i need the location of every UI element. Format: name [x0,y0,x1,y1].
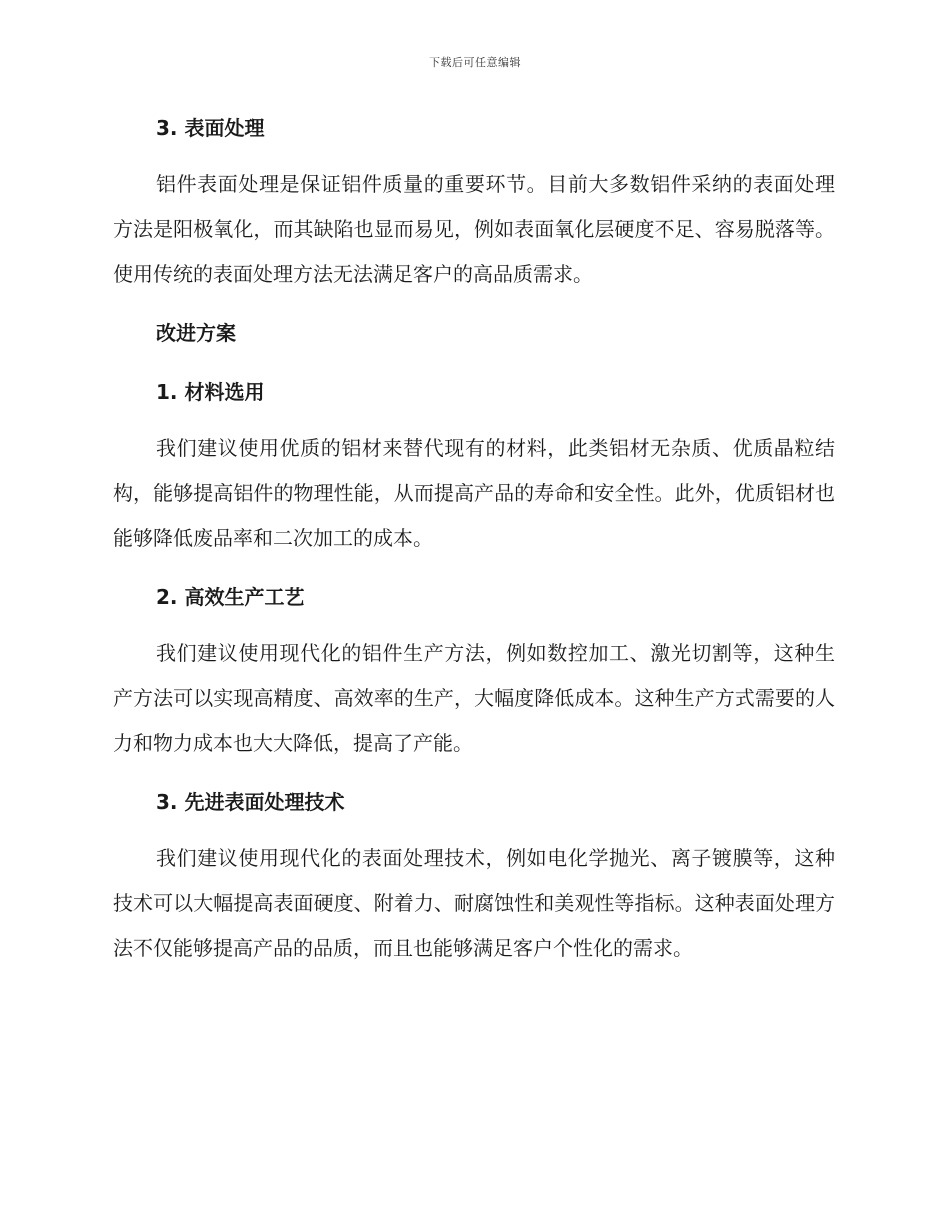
page-header: 下载后可任意编辑 [429,56,521,69]
paragraph-efficient-production: 我们建议使用现代化的铝件生产方法，例如数控加工、激光切割等，这种生产方法可以实现高精度、高效率的生产，大幅度降低成本。这种生产方式需要的人力和物力成本也大大降低，提高了产能。 [113,641,835,755]
section-heading-surface-treatment: 3. 表面处理 [156,116,265,140]
document-body [113,112,835,971]
section-heading-improvement-plan: 改进方案 [156,321,236,345]
section-heading-advanced-surface-treatment: 3. 先进表面处理技术 [156,790,345,814]
paragraph-advanced-surface-treatment: 我们建议使用现代化的表面处理技术，例如电化学抛光、离子镀膜等，这种技术可以大幅提高表面硬度、附着力、耐腐蚀性和美观性等指标。这种表面处理方法不仅能够提高产品的品质，而且也能够满足客户个性化的需求。 [113,846,835,960]
paragraph-material-selection: 我们建议使用优质的铝材来替代现有的材料，此类铝材无杂质、优质晶粒结构，能够提高铝件的物理性能，从而提高产品的寿命和安全性。此外，优质铝材也能够降低废品率和二次加工的成本。 [113,436,835,550]
paragraph-surface-treatment: 铝件表面处理是保证铝件质量的重要环节。目前大多数铝件采纳的表面处理方法是阳极氧化，而其缺陷也显而易见，例如表面氧化层硬度不足、容易脱落等。使用传统的表面处理方法无法满足客户的高品质需求。 [113,172,835,286]
section-heading-efficient-production: 2. 高效生产工艺 [156,585,305,609]
section-heading-material-selection: 1. 材料选用 [156,380,265,404]
